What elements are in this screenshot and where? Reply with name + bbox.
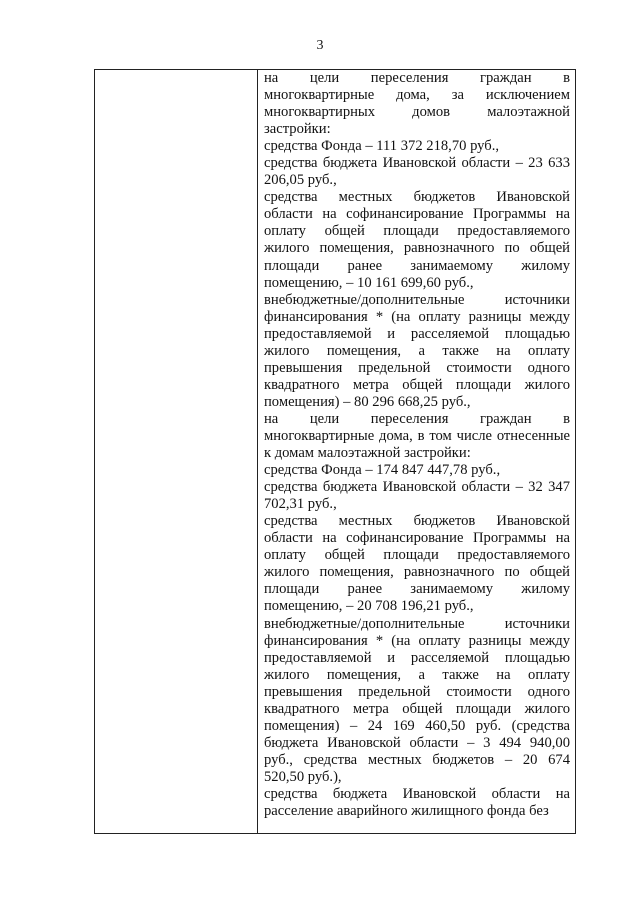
paragraph-extra-budgetary-2: внебюджетные/дополнительные источники финансирования * (на оплату разницы между предоставляемой и расселяемой площадью жилого помещения, а также на оплату превышения предельной стоимости одного квадратного метра общей площади жилого помещения) – 24 169 460,50 руб. (средства бюджета Ивановской области – 3 494 940,00 руб., средства местных бюджетов – 20 674 520,50 руб.), (264, 615, 570, 785)
table-cell-left (95, 70, 258, 834)
paragraph-target-low-rise: на цели переселения граждан в многоквартирные дома, в том числе отнесенные к домам малоэтажной застройки: (264, 410, 570, 462)
paragraph-target-apartment-buildings: на цели переселения граждан в многоквартирные дома, за исключением многоквартирных домов малоэтажной застройки: (264, 70, 570, 138)
paragraph-regional-budget-resettlement: средства бюджета Ивановской области на расселение аварийного жилищного фонда без (264, 785, 570, 820)
paragraph-local-budgets-2: средства местных бюджетов Ивановской области на софинансирование Программы на оплату общей площади предоставляемого жилого помещения, равнозначного по общей площади ранее занимаемому жилому помещению, – 20 708 196,21 руб., (264, 513, 570, 615)
table-cell-right (258, 70, 576, 834)
content-table (94, 69, 576, 834)
paragraph-regional-budget-2: средства бюджета Ивановской области – 32 347 702,31 руб., (264, 479, 570, 513)
paragraph-local-budgets-1: средства местных бюджетов Ивановской области на софинансирование Программы на оплату общей площади предоставляемого жилого помещения, равнозначного по общей площади ранее занимаемому жилому помещению, – 10 161 699,60 руб., (264, 189, 570, 291)
paragraph-fund-amount-2: средства Фонда – 174 847 447,78 руб., (264, 462, 501, 479)
table-row (95, 70, 576, 834)
page-number: 3 (316, 38, 324, 53)
funding-text (258, 70, 575, 820)
paragraph-extra-budgetary-1: внебюджетные/дополнительные источники финансирования * (на оплату разницы между предоставляемой и расселяемой площадью жилого помещения, а также на оплату превышения предельной стоимости одного квадратного метра общей площади жилого помещения) – 80 296 668,25 руб., (264, 291, 570, 410)
paragraph-fund-amount-1: средства Фонда – 111 372 218,70 руб., (264, 138, 500, 155)
paragraph-regional-budget-1: средства бюджета Ивановской области – 23 633 206,05 руб., (264, 155, 570, 189)
